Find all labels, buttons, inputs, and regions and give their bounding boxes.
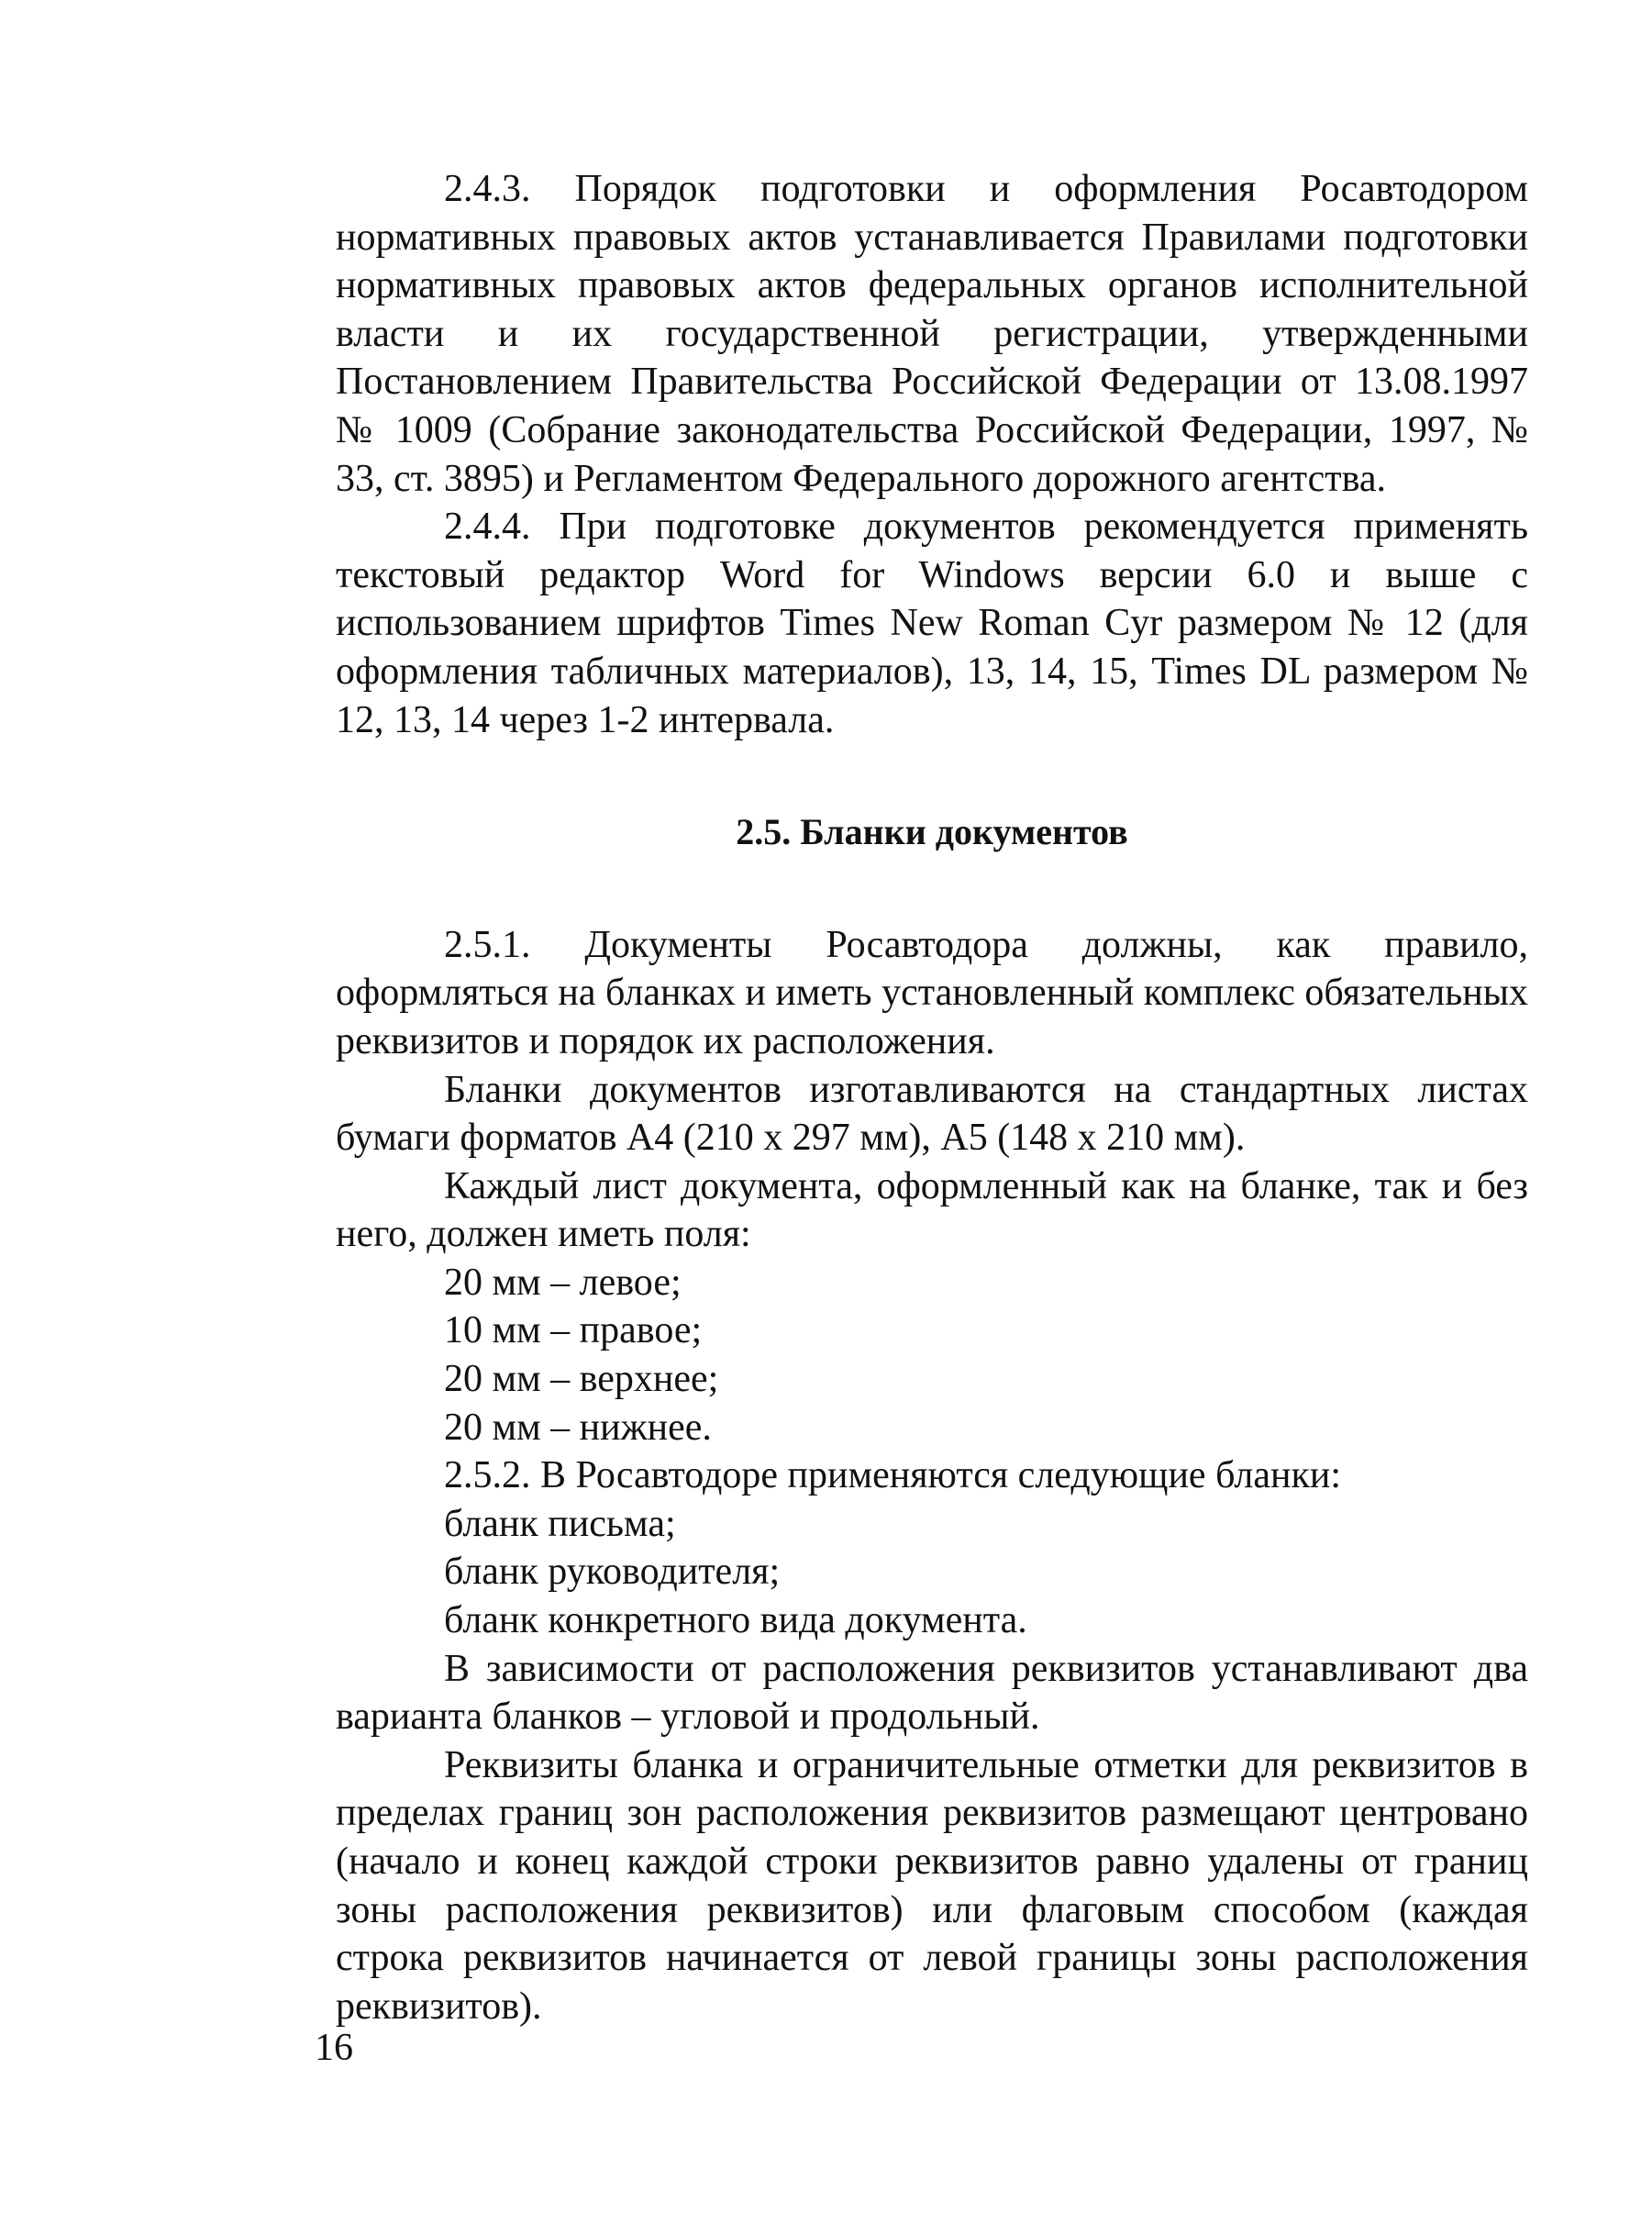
paragraph-2-5-2: 2.5.2. В Росавтодоре применяются следующие бланки:	[444, 1454, 1342, 1497]
blank-item-document-type: бланк конкретного вида документа.	[444, 1599, 1027, 1642]
paragraph-2-4-3: 2.4.3. Порядок подготовки и оформления Росавтодором нормативных правовых актов устанавливается Правилами подготовки нормативных правовых актов федеральных органов исполнительной власти и их государственной регистрации, утвержденными Постановлением Правительства Российской Федерации от 13.08.1997 № 1009 (Собрание законодательства Российской Федерации, 1997, № 33, ст. 3895) и Регламентом Федерального дорожного агентства.	[336, 168, 1528, 500]
margin-item-top: 20 мм – верхнее;	[444, 1358, 719, 1401]
paragraph-2-5-1: 2.5.1. Документы Росавтодора должны, как правило, оформляться на бланках и иметь установленный комплекс обязательных реквизитов и порядок их расположения.	[336, 923, 1528, 1062]
paragraph-requisites: Реквизиты бланка и ограничительные отметки для реквизитов в пределах границ зон расположения реквизитов размещают центровано (начало и конец каждой строки реквизитов равно удалены от границ зоны расположения реквизитов) или флаговым способом (каждая строка реквизитов начинается от левой границы зоны расположения реквизитов).	[336, 1743, 1528, 2028]
paragraph-variants: В зависимости от расположения реквизитов устанавливают два варианта бланков – угловой и продольный.	[336, 1647, 1528, 1739]
document-page	[336, 165, 1528, 2030]
paragraph-formats: Бланки документов изготавливаются на стандартных листах бумаги форматов А4 (210 х 297 мм), А5 (148 х 210 мм).	[336, 1068, 1528, 1160]
blank-item-letter: бланк письма;	[444, 1502, 676, 1545]
paragraph-2-4-4: 2.4.4. При подготовке документов рекомендуется применять текстовый редактор Word for Windows версии 6.0 и выше с использованием шрифтов Times New Roman Cyr размером № 12 (для оформления табличных материалов), 13, 14, 15, Times DL размером № 12, 13, 14 через 1-2 интервала.	[336, 506, 1528, 741]
margin-item-right: 10 мм – правое;	[444, 1309, 703, 1352]
blank-item-head: бланк руководителя;	[444, 1551, 781, 1594]
paragraph-margins: Каждый лист документа, оформленный как на бланке, так и без него, должен иметь поля:	[336, 1164, 1528, 1256]
margin-item-bottom: 20 мм – нижнее.	[444, 1406, 712, 1449]
margin-item-left: 20 мм – левое;	[444, 1261, 682, 1304]
section-heading: 2.5. Бланки документов	[736, 811, 1128, 853]
page-number: 16	[315, 2027, 353, 2069]
